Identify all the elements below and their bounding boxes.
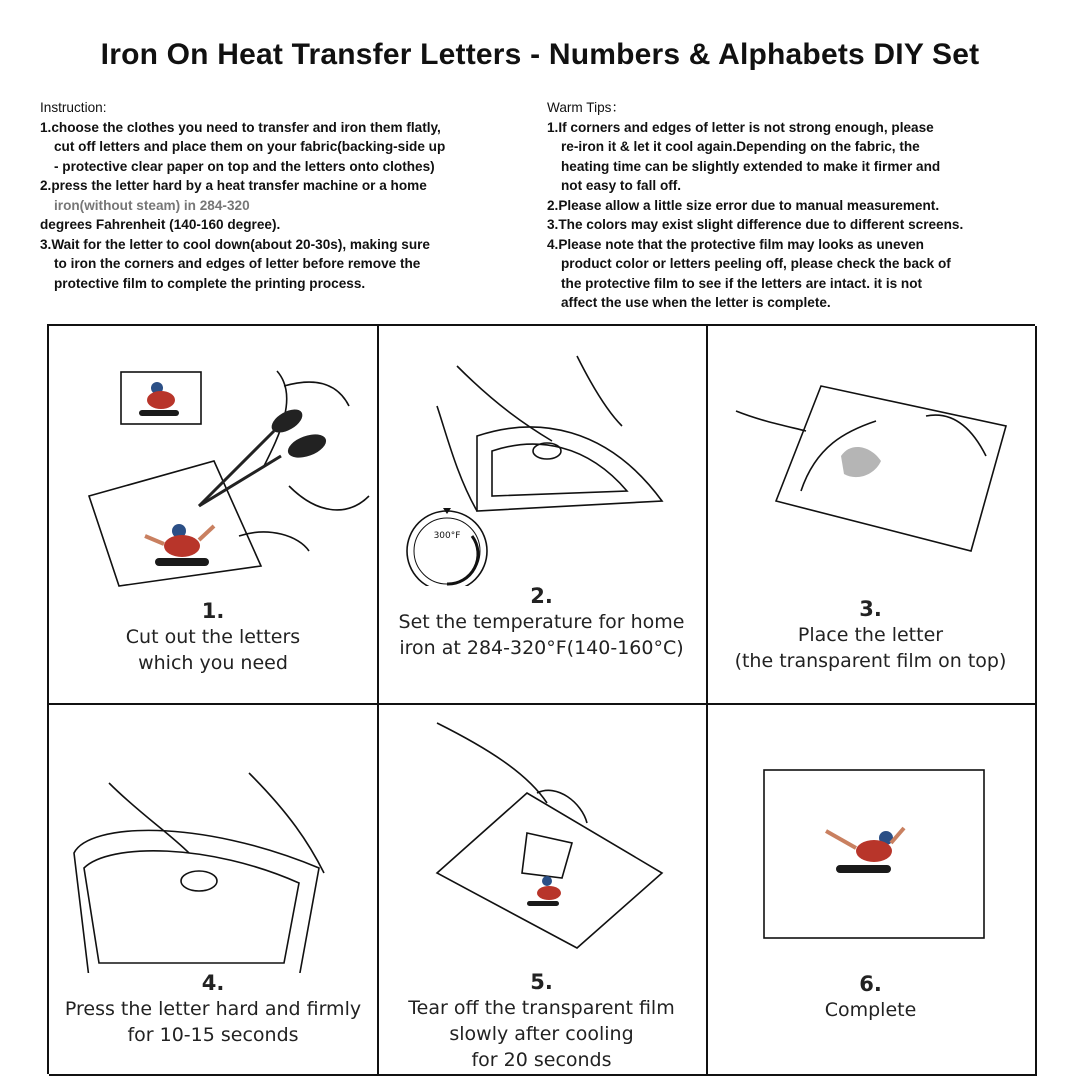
- temperature-dial: [407, 508, 487, 586]
- step-text: which you need: [138, 652, 288, 674]
- warm-tips-heading: Warm Tips：: [547, 100, 626, 115]
- step-text: (the transparent film on top): [734, 650, 1007, 672]
- step-text: Complete: [824, 999, 917, 1021]
- instruction-line: degrees Fahrenheit (140-160 degree).: [40, 217, 281, 232]
- warm-tip-line: 2.Please allow a little size error due to manual measurement.: [547, 197, 940, 213]
- step-caption-5: [377, 969, 706, 1073]
- step-cell-2: [377, 326, 708, 705]
- step-text: Press the letter hard and firmly: [64, 998, 362, 1020]
- iron-icon: [437, 356, 662, 511]
- step-text: Place the letter: [797, 624, 944, 646]
- instruction-line: protective film to complete the printing process.: [54, 275, 366, 291]
- instruction-line: iron(without steam) in 284-320: [54, 197, 250, 213]
- warm-tip-line: 4.Please note that the protective film may looks as uneven: [547, 236, 924, 252]
- instruction-item: [40, 118, 530, 177]
- step-cell-6: [706, 703, 1037, 1076]
- scissors-icon: [199, 405, 329, 506]
- warm-tip-line: affect the use when the letter is complete.: [561, 295, 831, 310]
- step-text: Tear off the transparent film: [408, 997, 675, 1019]
- step-caption-6: [706, 971, 1035, 1023]
- step-cell-1: [49, 326, 379, 705]
- instruction-line: to iron the corners and edges of letter before remove the: [54, 256, 421, 271]
- instruction-line: 1.choose the clothes you need to transfer and iron them flatly,: [40, 119, 441, 135]
- page-title: Iron On Heat Transfer Letters - Numbers & Alphabets DIY Set: [100, 38, 980, 71]
- step-text: for 10-15 seconds: [127, 1024, 299, 1046]
- steps-grid: [47, 324, 1035, 1074]
- warm-tip-line: the protective film to see if the letters are intact. it is not: [561, 275, 923, 291]
- skater-icon-small: [527, 876, 561, 906]
- dial-label: 300°F: [433, 531, 461, 541]
- instruction-item: [40, 235, 530, 294]
- skater-icon-small: [139, 382, 179, 416]
- peel-film-illustration: [377, 703, 708, 968]
- step-caption-3: [706, 596, 1035, 674]
- step-cell-5: [377, 703, 708, 1076]
- letter-under-film: [841, 447, 881, 477]
- warm-tip-line: heating time can be slightly extended to make it firmer and: [561, 158, 941, 174]
- warm-tip-line: product color or letters peeling off, please check the back of: [561, 256, 951, 271]
- instruction-line: cut off letters and place them on your fabric(backing-side up: [54, 139, 446, 154]
- warm-tip-line: 1.If corners and edges of letter is not strong enough, please: [547, 119, 934, 135]
- place-letter-illustration: [706, 326, 1037, 586]
- step-number: 1.: [201, 599, 225, 623]
- step-number: 3.: [859, 597, 882, 621]
- step-number: 5.: [530, 970, 553, 994]
- warm-tip-item: [547, 118, 1047, 196]
- instruction-line: 2.press the letter hard by a heat transfer machine or a home: [40, 178, 427, 193]
- scissors-cutting-illustration: [49, 326, 379, 606]
- step-cell-4: [49, 703, 379, 1076]
- step-text: slowly after cooling: [449, 1023, 634, 1045]
- iron-icon: [74, 773, 324, 973]
- step-caption-1: [49, 598, 377, 676]
- instruction-line: - protective clear paper on top and the letters onto clothes): [54, 158, 435, 174]
- step-number: 2.: [530, 584, 553, 608]
- step-cell-3: [706, 326, 1037, 705]
- instruction-line: 3.Wait for the letter to cool down(about 20-30s), making sure: [40, 236, 430, 252]
- warm-tip-line: not easy to fall off.: [561, 178, 682, 193]
- iron-illustration: [377, 326, 708, 586]
- step-text: for 20 seconds: [471, 1049, 612, 1071]
- step-number: 4.: [201, 971, 225, 995]
- step-text: iron at 284-320°F(140-160°C): [399, 637, 684, 659]
- step-number: 6.: [859, 972, 882, 996]
- skater-icon: [145, 524, 214, 566]
- step-caption-2: [377, 583, 706, 661]
- warm-tip-item: [547, 196, 1047, 216]
- step-text: Cut out the letters: [125, 626, 301, 648]
- warm-tip-line: 3.The colors may exist slight difference due to different screens.: [547, 217, 964, 232]
- step-text: Set the temperature for home: [398, 611, 685, 633]
- complete-illustration: [706, 703, 1037, 963]
- warm-tip-item: [547, 235, 1047, 313]
- step-caption-4: [49, 970, 377, 1048]
- instruction-section: [40, 98, 530, 293]
- press-iron-illustration: [49, 703, 379, 973]
- warm-tips-section: [547, 98, 1047, 313]
- warm-tip-item: [547, 215, 1047, 235]
- instruction-heading: Instruction:: [40, 100, 107, 115]
- skater-icon: [826, 828, 904, 873]
- instruction-item: [40, 176, 530, 235]
- warm-tip-line: re-iron it & let it cool again.Depending on the fabric, the: [561, 139, 920, 154]
